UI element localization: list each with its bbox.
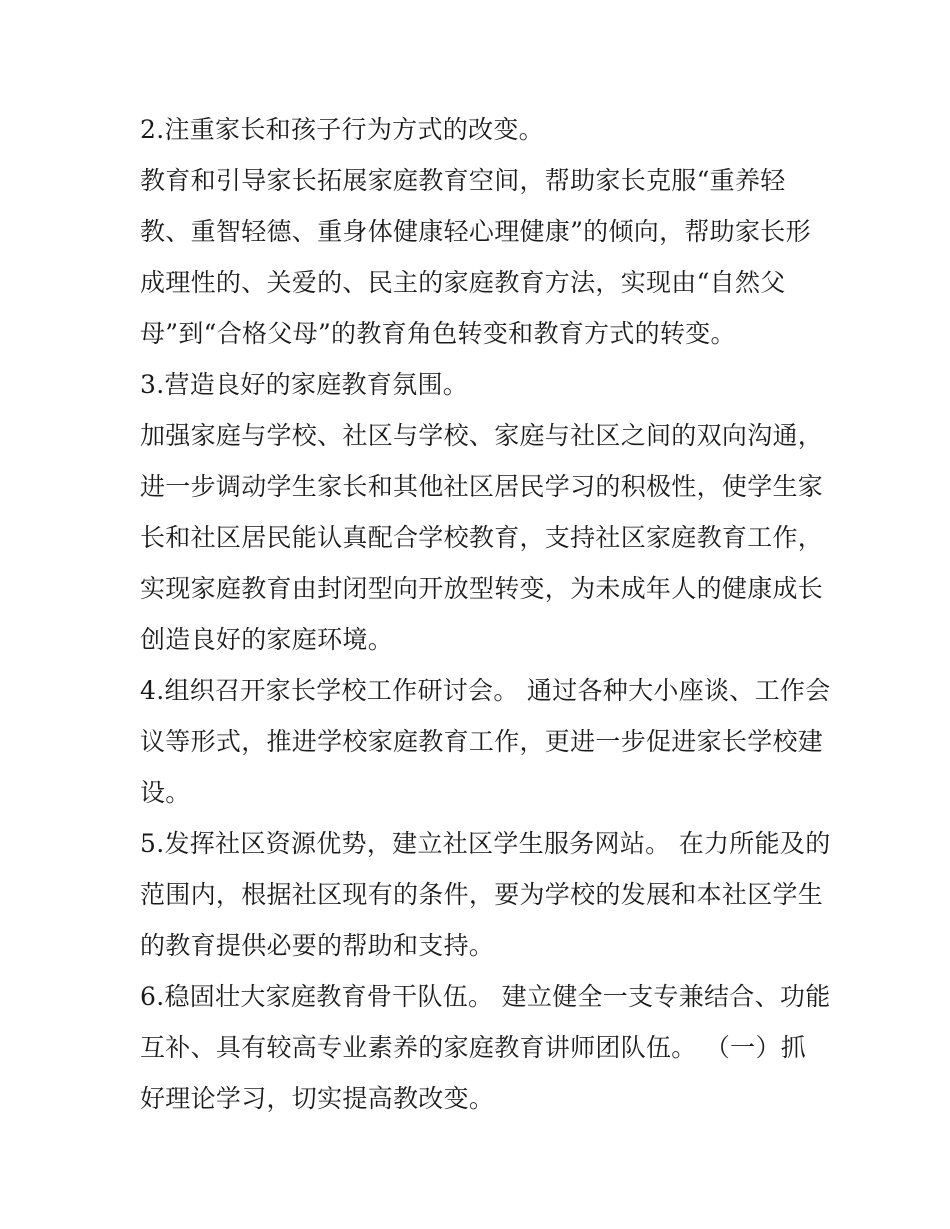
heading-item-5: 5.发挥社区资源优势，建立社区学生服务网站。 在力所能及的 — [140, 829, 831, 858]
paragraph-line: 母”到“合格父母”的教育角色转变和教育方式的转变。 — [140, 319, 736, 348]
paragraph-line: 教育和引导家长拓展家庭教育空间，帮助家长克服“重养轻 — [140, 166, 786, 195]
document-body — [140, 104, 831, 1124]
paragraph-line: 教、重智轻德、重身体健康轻心理健康”的倾向，帮助家长形 — [140, 217, 811, 246]
paragraph-line: 范围内，根据社区现有的条件，要为学校的发展和本社区学生 — [140, 880, 824, 909]
paragraph-line: 设。 — [140, 778, 191, 807]
paragraph-line: 创造良好的家庭环境。 — [140, 625, 394, 654]
paragraph-line: 长和社区居民能认真配合学校教育，支持社区家庭教育工作， — [140, 523, 824, 552]
paragraph-line: 的教育提供必要的帮助和支持。 — [140, 931, 495, 960]
paragraph-line: 进一步调动学生家长和其他社区居民学习的积极性，使学生家 — [140, 472, 824, 501]
heading-item-3: 3.营造良好的家庭教育氛围。 — [140, 370, 469, 399]
heading-item-2: 2.注重家长和孩子行为方式的改变。 — [140, 115, 544, 144]
paragraph-line: 实现家庭教育由封闭型向开放型转变，为未成年人的健康成长 — [140, 574, 824, 603]
paragraph-line: 成理性的、关爱的、民主的家庭教育方法，实现由“自然父 — [140, 268, 786, 297]
paragraph-line: 加强家庭与学校、社区与学校、家庭与社区之间的双向沟通， — [140, 421, 824, 450]
paragraph-line: 好理论学习，切实提高教改变。 — [140, 1084, 495, 1113]
paragraph-line: 互补、具有较高专业素养的家庭教育讲师团队伍。 （一）抓 — [140, 1033, 807, 1062]
heading-item-6: 6.稳固壮大家庭教育骨干队伍。 建立健全一支专兼结合、功能 — [140, 982, 831, 1011]
paragraph-line: 议等形式，推进学校家庭教育工作，更进一步促进家长学校建 — [140, 727, 824, 756]
heading-item-4: 4.组织召开家长学校工作研讨会。 通过各种大小座谈、工作会 — [140, 676, 831, 705]
